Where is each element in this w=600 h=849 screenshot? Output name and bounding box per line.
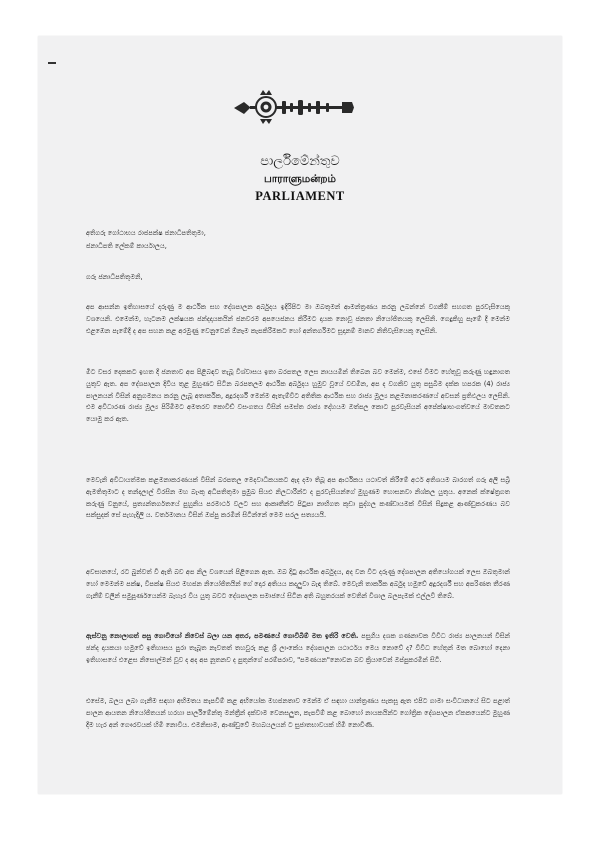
paragraph-2: මීට වසර දෙකකට ඉහත දී ජනතාව අප පිළිබඳව තැබූ විශ්වාසය ඉතා බරපතල ලෙස නායයමින් තිබෙන බව මෙන්ම, එසේ වීමට හේතුවූ කරුණු හඳුනාගත යුතුව ඇත. අප දේශපාලන දිවිය තුළ මුහුණට සිටින බරපතලම ආර්ථික අර්බුදය හුමුව වූයේ වඩමින, අප ද වගකිව යුතු පසුබිම දක්ක හපරක (4) රාජ්‍ය පාලනයන් විසින් අනුගමනය කරනු ලැබූ අතාර්කික, අදූරදර්ශී මෙන්ම ඇතැම්විට අතිතික ආර්ථික සහ රාජ්‍ය මූල්‍ය කළමනාකරණයේ අවසන් ප්‍රතිඵලය ලෙසිනි. එම අවිධාරණ රාජ්‍ය මූල්‍ය පිරිමීමට අමතරව කොවිඩ් වසංගතය විසින් සමස්ත රාජ්‍ය දේහයම ඔත්පල කොට පුරවැසියන් අපේක්ෂාභංගත්වයේ මාවතකට යොමු කර ඇත. [86,368,510,424]
paragraph-6: එසේම, බලය ලබා ගැනීම සඳහා අභිමතය කැපවීම් කළ අභියෝක මහජනතාව මෙන්ම ඒ සඳහා යාන්ත්‍රණය සැකසූ ඇත එපිට ගාමා සංවිධානයේ සිට පළාත් පාලන ආයතන නියෝජිතයන් හරහා පාර්ලිමේන්තු මන්ත්‍රීන් දක්වාම වෙනසලුත, කැපවීම් කළ බොහෝ නායකයින්ට ගෝත්‍රික දේශපාලන ඒකකයෙන්ට මුහුණ දීම හැර අන් ගෞරවයක් හිමි නොවිය. එමනිසාම, ආණ්ඩුවේ මහබයලයන් ට සුජාතභාවයක් හිමි නොවිණි. [86,697,510,729]
paragraph-5-rest: පසුගිය දශක ගණනාවක විවිධ රාජ්‍ය පාලනයන් විසින් ඡන්ද දායකයා හමුවේ ඉතිහාසය පුරා තැබූත නැවතත් තහවුරු කළ ශ්‍රී ලාංකේය දේශපාලන යථාර්ථය මෙය නොවේ ද? විවිධ හේතුන් මත බොහෝ දෙනා ඉතිහාසයේ එළෙස නිසොල්මන් වූව ද අද අප නූතනව ද පුතුන්ගේ පරම්පරාව, "පමණයන"නොවන බව ක්‍රියාවෙන් ඔප්පුකරමින් සිටී. [86,632,510,664]
title-english: PARLIAMENT [255,189,345,203]
salutation: ගරු ජනාධිපතිතුමනි, [86,273,143,281]
address-line-2: ජනාධිපති ලේකම් කාර්යාලය, [86,242,167,250]
paragraph-5 [86,631,510,666]
title-tamil: பாராளுமன்றம் [264,173,336,185]
address-line-1: අතිගරු ගෝඨාභය රාජපක්ෂ ජනාධිපතිතුමා, [86,229,206,237]
scan-mark [48,62,56,64]
parliament-mace-emblem-icon [230,78,358,138]
letter-page [38,36,562,794]
paragraph-5-bold-lead: ඇස්වනු නොලාගත් පසු ගොවියෝ නිවෙස් බලා යන අතර, පමණයේ ගොවිබිම් මත ඉතිරි වෙති. [86,632,359,640]
title-sinhala: පාර්ලිමේන්තුව [260,154,340,169]
paragraph-4: අවසානයේ, රට බුන්වත් වී ඇති බව අප නිල වශයෙන් පිළිගෙන ඇත. ඔබ දිටු ආර්ථික අර්බුදය, අද වන විට දරුණු දේශපාලන අතියෝගයක් ලෙස ඔබතුමාන් හෝ මෙමන්ම පක්ෂ, විපක්ෂ සියළු මහජන නියෝජිතයින් ගේ දොර අතියය කදලුවා බැඳ තිබේ. මෙවැනි තාර්කික අර්බුද හමුවේ අදූරදර්ශී සහ අපරිණත තීරණ ගැනීම් වලින් සමුපූර්ණයෙන්ම බැහැර විය යුතු බවට දේශපාලන සමාජයේ සිටින අති බහුතරයක් වෙතින් විශාල බලපැමක් එල්ලවී තිබේ. [86,568,510,600]
paragraph-3: මෙවැනි අවිධායත්මක කළමනාකරණයක් විසින් බරපතල මෙදවාධිකයකට ඇද දමා තිබූ අප ආර්ථිකය යථාවත් කිරීමේ අර්ථ අතිශයම බාරගත් ගරු අලි සබ්‍රි ඇමතිතුමාට ද තන්දලාල් විරසින මහ බැංකු අධිපතිතුමා ප්‍රමුඛ සියළු නිලධාරීන්ට ද පුරවැසියන්ගේ මුහුණම හොසනවා නිශ්කල යුතුය. අනෙක් ක්ෂේත්‍රගත කරුණු වනුයේ, ප්‍රත්‍යන්තර්ගතයේ පුහුනිය පරමාර්ථ වලට සහ ආකෘතීන්ට පිටුපා නාභිගත කුඩා පුද්ගල කණ්ඩායමක් විසින් සිදුකළ ආණ්ඩුකරණය බව සක්සුදක් සේ පැහැදිලි ය. වර්තමානය විසින් ඔප්පු කරමින් සිටින්නේ මෙම සරල සත්‍යයයි. [86,476,510,520]
paragraph-1: අප ආසන්න ඉතිහාසයේ දරුණු ම ආර්ථික සහ දේශපාලන අර්බුදය ඉදිරිපිට මා ඔබතුමන් ආමන්ත්‍රණය කරනු ලබන්නේ වගකීම් සහගත පුරවැසියෙකු වශයෙනි. එමෙන්ම, හැටනම ලක්ෂයක ජන්දදායකයින් ජනවරම අපයෙජනය කිරීමට දායක නොවූ ජනතා නියෝජිතයකු ලෙසිනි. ගෙදුකිහු පැමේ දී මෙන්ම එළඹෙන පැමේදී ද අප සහන කළ අරමුණු වෙනුවෙන් ඕනෑම කැපකිරීමකට හෝ අන්තර්ගිමට සූදානම් මානව නිතිවැසියෙකු ලෙසිනි. [86,303,510,335]
